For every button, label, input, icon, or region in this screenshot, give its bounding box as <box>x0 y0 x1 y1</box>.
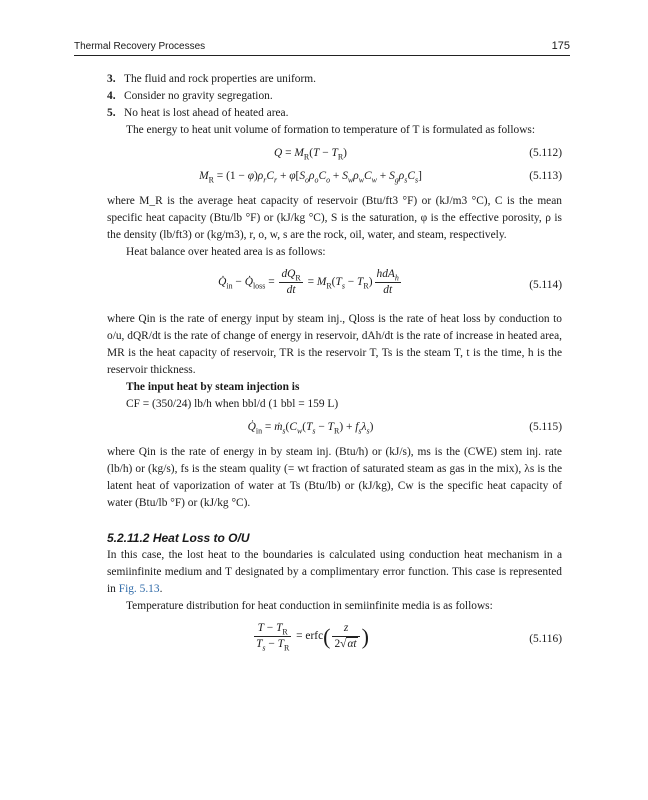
list-item: 4. Consider no gravity segregation. <box>107 90 273 102</box>
case-intro-paragraph: In this case, the lost heat to the boundaries is calculated using conduction heat mechanism in a semiinfinite medium and T designated by a complimentary error function. This case is represented in Fig. 5.13. <box>107 549 562 595</box>
running-header <box>74 40 570 56</box>
running-title: Thermal Recovery Processes <box>74 41 206 52</box>
page-body <box>107 71 562 659</box>
heat-balance-paragraph: Heat balance over heated area is as follows: <box>126 246 326 258</box>
equation-expression: $\frac{T - T_R}{T_s - T_R}$ = erfc( $\frac{z}{2√\alpha t}$ ) <box>256 622 369 653</box>
equation-5-116 <box>107 619 562 659</box>
temperature-distribution-paragraph: Temperature distribution for heat conduction in semiinfinite media is as follows: <box>126 600 493 612</box>
equation-number: (5.112) <box>529 147 562 159</box>
conversion-factor-line: CF = (350/24) lb/h when bbl/d (1 bbl = 159 L) <box>126 398 339 410</box>
energy-intro-paragraph: The energy to heat unit volume of formation to temperature of T is formulated as follows: <box>126 124 536 136</box>
mr-definition-paragraph: where M_R is the average heat capacity of reservoir (Btu/ft3 °F) or (kJ/m3 °C), C is the mean specific heat capacity (Btu/lb °F) or (kJ/kg °C), S is the saturation, φ is the effective porosity, ρ is the density (lb/ft3) or (kg/m3), r, o, w, s are the rock, oil, water, and steam, respectively. <box>107 195 562 241</box>
equation-5-114 <box>107 265 562 305</box>
equation-5-113 <box>107 168 562 187</box>
input-heat-subheading: The input heat by steam injection is <box>126 381 300 393</box>
equation-expression: $Q̇_{in}$ − $Q̇_{loss}$ = $\frac{dQ_R}{dt}$ = $M_R(T_s - T_R)$ $\frac{hdA_h}{dt}$ <box>218 268 399 296</box>
equation-5-112 <box>107 145 562 164</box>
list-item: 3. The fluid and rock properties are uniform. <box>107 73 316 85</box>
equation-number: (5.113) <box>529 170 562 182</box>
equation-expression: $Q = M_R(T - T_R)$ <box>274 147 347 162</box>
equation-expression: $M_R = (1 - \varphi)\rho_rC_r + \varphi[S_o\rho_oC_o + S_w\rho_wC_w + S_g\rho_sC_s]$ <box>199 170 422 185</box>
equation-5-115 <box>107 419 562 438</box>
equation-expression: $Q̇_{in}$ = $ṁ_s(C_w(T_s - T_R) + f_s\lambda_s)$ <box>247 421 374 436</box>
qin-definition-paragraph: where Qin is the rate of energy input by steam inj., Qloss is the rate of heat loss by conduction to o/u, dQR/dt is the rate of change of energy in reservoir, dAh/dt is the rate of increase in heated area, MR is the heat capacity of reservoir, TR is the reservoir T, Ts is the steam T, t is the time, h is the reservoir thickness. <box>107 313 562 376</box>
qin-units-paragraph: where Qin is the rate of energy in by steam inj. (Btu/h) or (kJ/s), ms is the (CWE) stem inj. rate (lb/h) or (kg/s), fs is the steam quality (= wt fraction of saturated steam as gas in the mix), λs is the latent heat of vaporization of water at Ts (Btu/lb) or (kJ/kg), Cw is the specific heat capacity of water (Btu/lb °F) or (kJ/kg °C). <box>107 446 562 509</box>
equation-number: (5.114) <box>529 279 562 291</box>
equation-number: (5.116) <box>529 633 562 645</box>
page-number: 175 <box>551 40 570 52</box>
list-item: 5. No heat is lost ahead of heated area. <box>107 107 289 119</box>
section-heading: 5.2.11.2 Heat Loss to O/U <box>107 531 250 545</box>
figure-link[interactable]: Fig. 5.13 <box>118 583 160 595</box>
equation-number: (5.115) <box>529 421 562 433</box>
